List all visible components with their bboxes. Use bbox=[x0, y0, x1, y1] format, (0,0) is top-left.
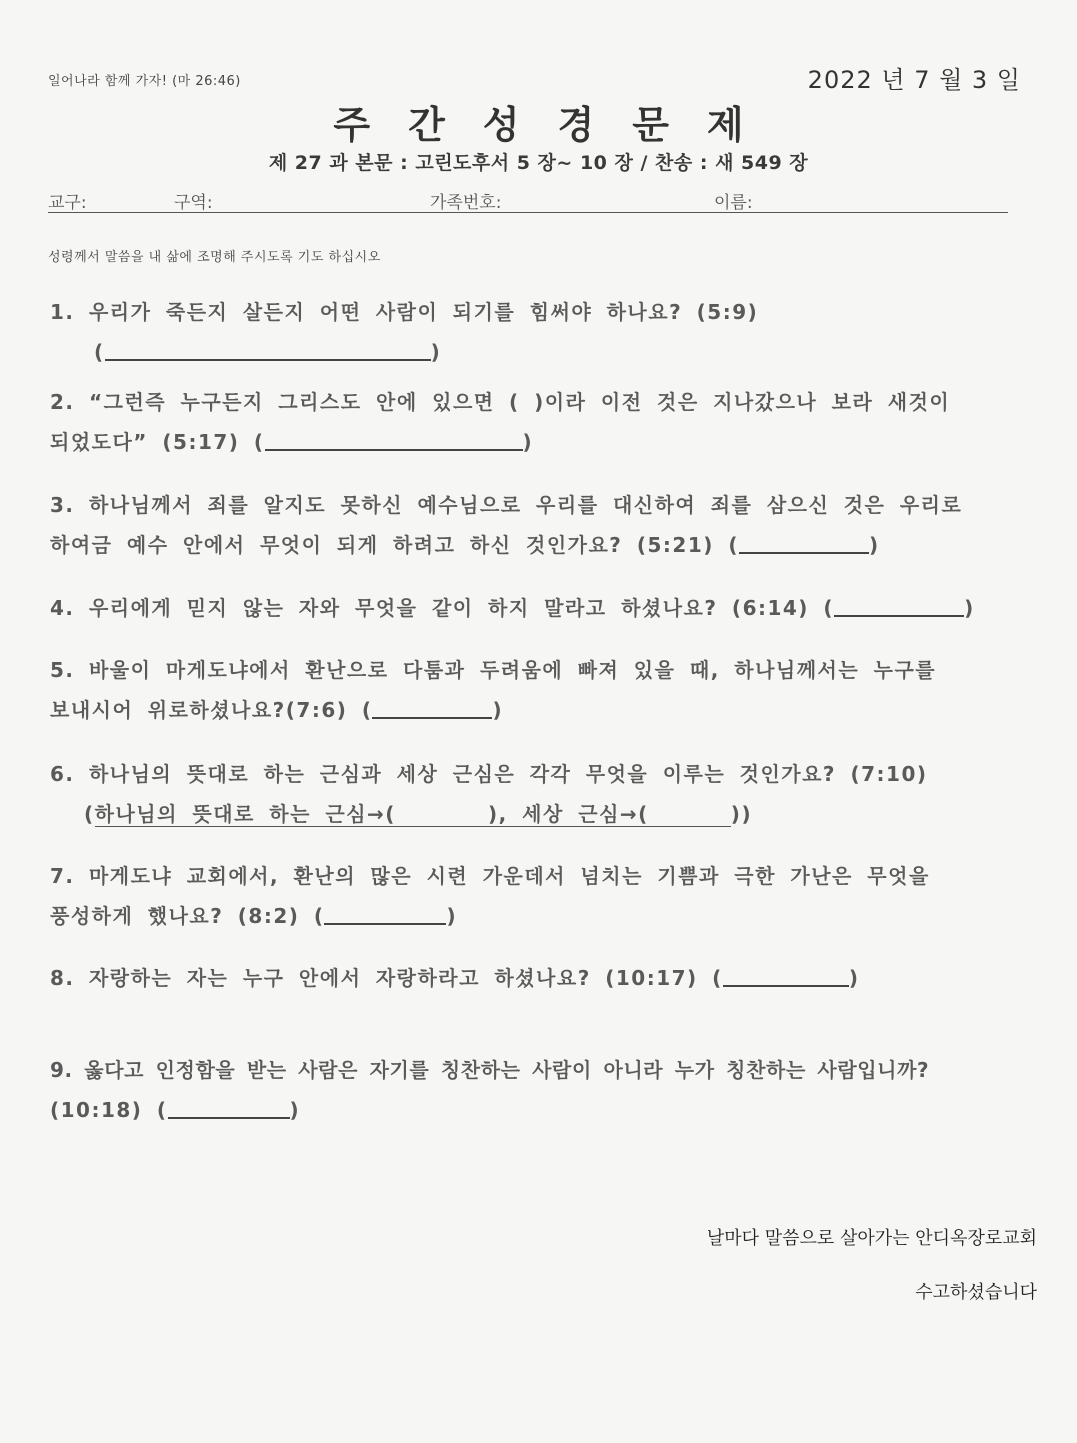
district-label: 교구: bbox=[48, 193, 87, 213]
question-3: 3. 하나님께서 죄를 알지도 못하신 예수님으로 우리를 대신하여 죄를 삼으신 것은 우리로 하여금 예수 안에서 무엇이 되게 하려고 하신 것인가요? (5:21) ( ) bbox=[50, 485, 1020, 565]
question-7-text: 7. 마게도냐 교회에서, 환난의 많은 시련 가운데서 넘치는 기쁨과 극한 가난은 무엇을 bbox=[50, 864, 930, 888]
question-9: 9. 옳다고 인정함을 받는 사람은 자기를 칭찬하는 사람이 아니라 누가 칭찬하는 사람입니까? (10:18) ( ) bbox=[50, 1050, 1050, 1130]
family-number-label: 가족번호: bbox=[430, 193, 502, 213]
thanks-text: 수고하셨습니다 bbox=[915, 1282, 1037, 1303]
section-label: 구역: bbox=[174, 193, 213, 213]
answer-blank-2[interactable] bbox=[265, 427, 523, 451]
question-8: 8. 자랑하는 자는 누구 안에서 자랑하라고 하셨나요? (10:17) ( ) bbox=[50, 958, 1020, 998]
question-7: 7. 마게도냐 교회에서, 환난의 많은 시련 가운데서 넘치는 기쁨과 극한 가난은 무엇을 풍성하게 했나요? (8:2) ( ) bbox=[50, 856, 1020, 936]
question-8-text: 8. 자랑하는 자는 누구 안에서 자랑하라고 하셨나요? (10:17) ( bbox=[50, 966, 723, 990]
name-label: 이름: bbox=[714, 193, 753, 213]
answer-blank-3[interactable] bbox=[739, 530, 869, 554]
answer-blank-7[interactable] bbox=[324, 901, 446, 925]
page-title: 주간성경문제 bbox=[333, 103, 782, 147]
question-5-text: 5. 바울이 마게도냐에서 환난으로 다툼과 두려움에 빠져 있을 때, 하나님께서는 누구를 bbox=[50, 658, 937, 682]
question-4: 4. 우리에게 믿지 않는 자와 무엇을 같이 하지 말라고 하셨나요? (6:14) ( ) bbox=[50, 588, 1020, 628]
question-1-text: 1. 우리가 죽든지 살든지 어떤 사람이 되기를 힘써야 하나요? (5:9) bbox=[50, 300, 759, 324]
question-9-text: 9. 옳다고 인정함을 받는 사람은 자기를 칭찬하는 사람이 아니라 누가 칭찬하는 사람입니까? bbox=[50, 1058, 930, 1082]
question-3-text: 3. 하나님께서 죄를 알지도 못하신 예수님으로 우리를 대신하여 죄를 삼으신 것은 우리로 bbox=[50, 493, 963, 517]
question-2-text: 2. “그런즉 누구든지 그리스도 안에 있으면 ( )이라 이전 것은 지나갔으나 보라 새것이 bbox=[50, 390, 951, 414]
church-name: 날마다 말씀으로 살아가는 안디옥장로교회 bbox=[706, 1228, 1037, 1249]
date-text: 2022 년 7 월 3 일 bbox=[807, 66, 1021, 94]
prayer-instruction: 성령께서 말씀을 내 삶에 조명해 주시도록 기도 하십시오 bbox=[48, 250, 381, 265]
question-6-text: 6. 하나님의 뜻대로 하는 근심과 세상 근심은 각각 무엇을 이루는 것인가요? (7:10) bbox=[50, 762, 928, 786]
info-row bbox=[48, 186, 1008, 213]
motto-text: 일어나라 함께 가자! (마 26:46) bbox=[48, 74, 241, 89]
answer-blank-5[interactable] bbox=[372, 695, 492, 719]
lesson-subtitle: 제 27 과 본문 : 고린도후서 5 장~ 10 장 / 찬송 : 새 549 장 bbox=[268, 152, 809, 174]
question-6: 6. 하나님의 뜻대로 하는 근심과 세상 근심은 각각 무엇을 이루는 것인가요? (7:10) (하나님의 뜻대로 하는 근심→( ), 세상 근심→( )) bbox=[50, 754, 1020, 834]
answer-blank-4[interactable] bbox=[834, 593, 964, 617]
question-4-text: 4. 우리에게 믿지 않는 자와 무엇을 같이 하지 말라고 하셨나요? (6:14) ( bbox=[50, 596, 835, 620]
answer-blank-9[interactable] bbox=[168, 1095, 290, 1119]
answer-blank-1[interactable] bbox=[105, 337, 431, 361]
question-1: 1. 우리가 죽든지 살든지 어떤 사람이 되기를 힘써야 하나요? (5:9) ( ) bbox=[50, 292, 1020, 372]
question-2: 2. “그런즉 누구든지 그리스도 안에 있으면 ( )이라 이전 것은 지나갔으나 보라 새것이 되었도다” (5:17) ( ) bbox=[50, 382, 1020, 462]
answer-blank-8[interactable] bbox=[723, 963, 849, 987]
question-5: 5. 바울이 마게도냐에서 환난으로 다툼과 두려움에 빠져 있을 때, 하나님께서는 누구를 보내시어 위로하셨나요?(7:6) ( ) bbox=[50, 650, 1020, 730]
